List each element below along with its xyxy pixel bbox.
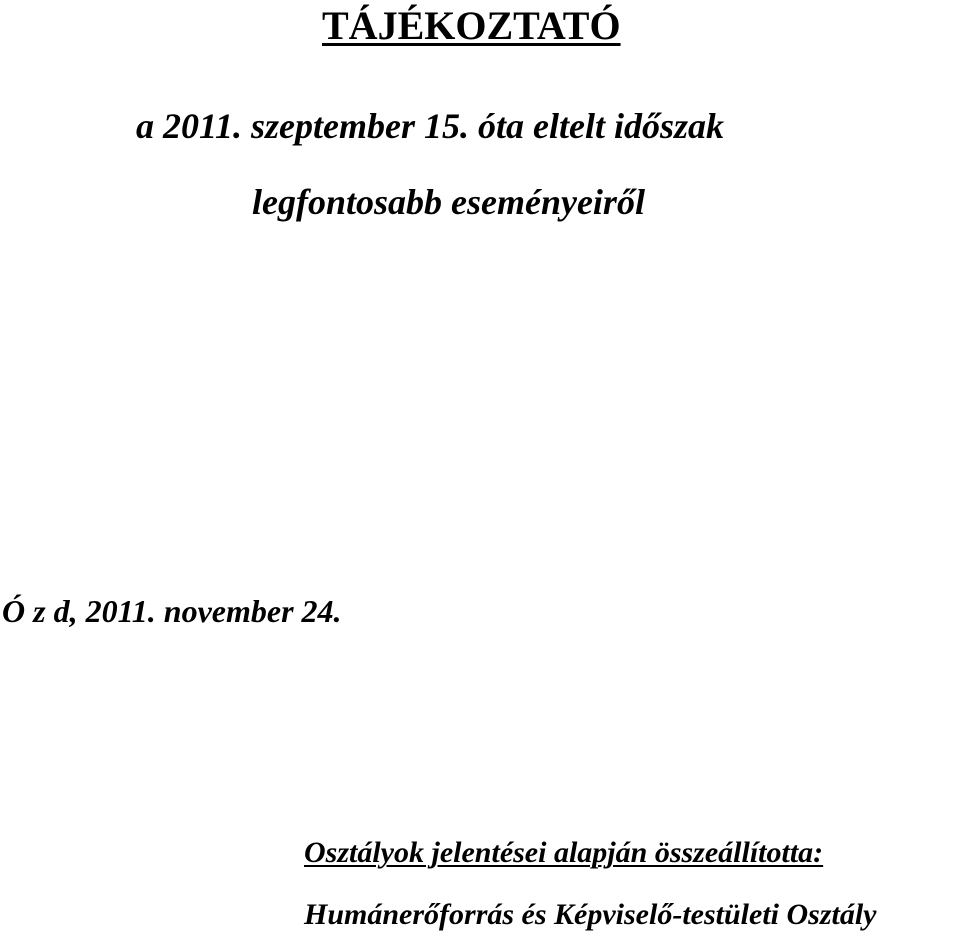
compiled-by-label: Osztályok jelentései alapján összeállította: [304, 836, 824, 869]
document-subtitle-line-1: a 2011. szeptember 15. óta eltelt időszak [136, 106, 724, 146]
place-and-date: Ó z d, 2011. november 24. [2, 593, 342, 629]
document-subtitle-line-2: legfontosabb eseményeiről [252, 182, 645, 222]
document-title: TÁJÉKOZTATÓ [322, 3, 621, 48]
department-name: Humánerőforrás és Képviselő-testületi Osztály [304, 898, 877, 931]
